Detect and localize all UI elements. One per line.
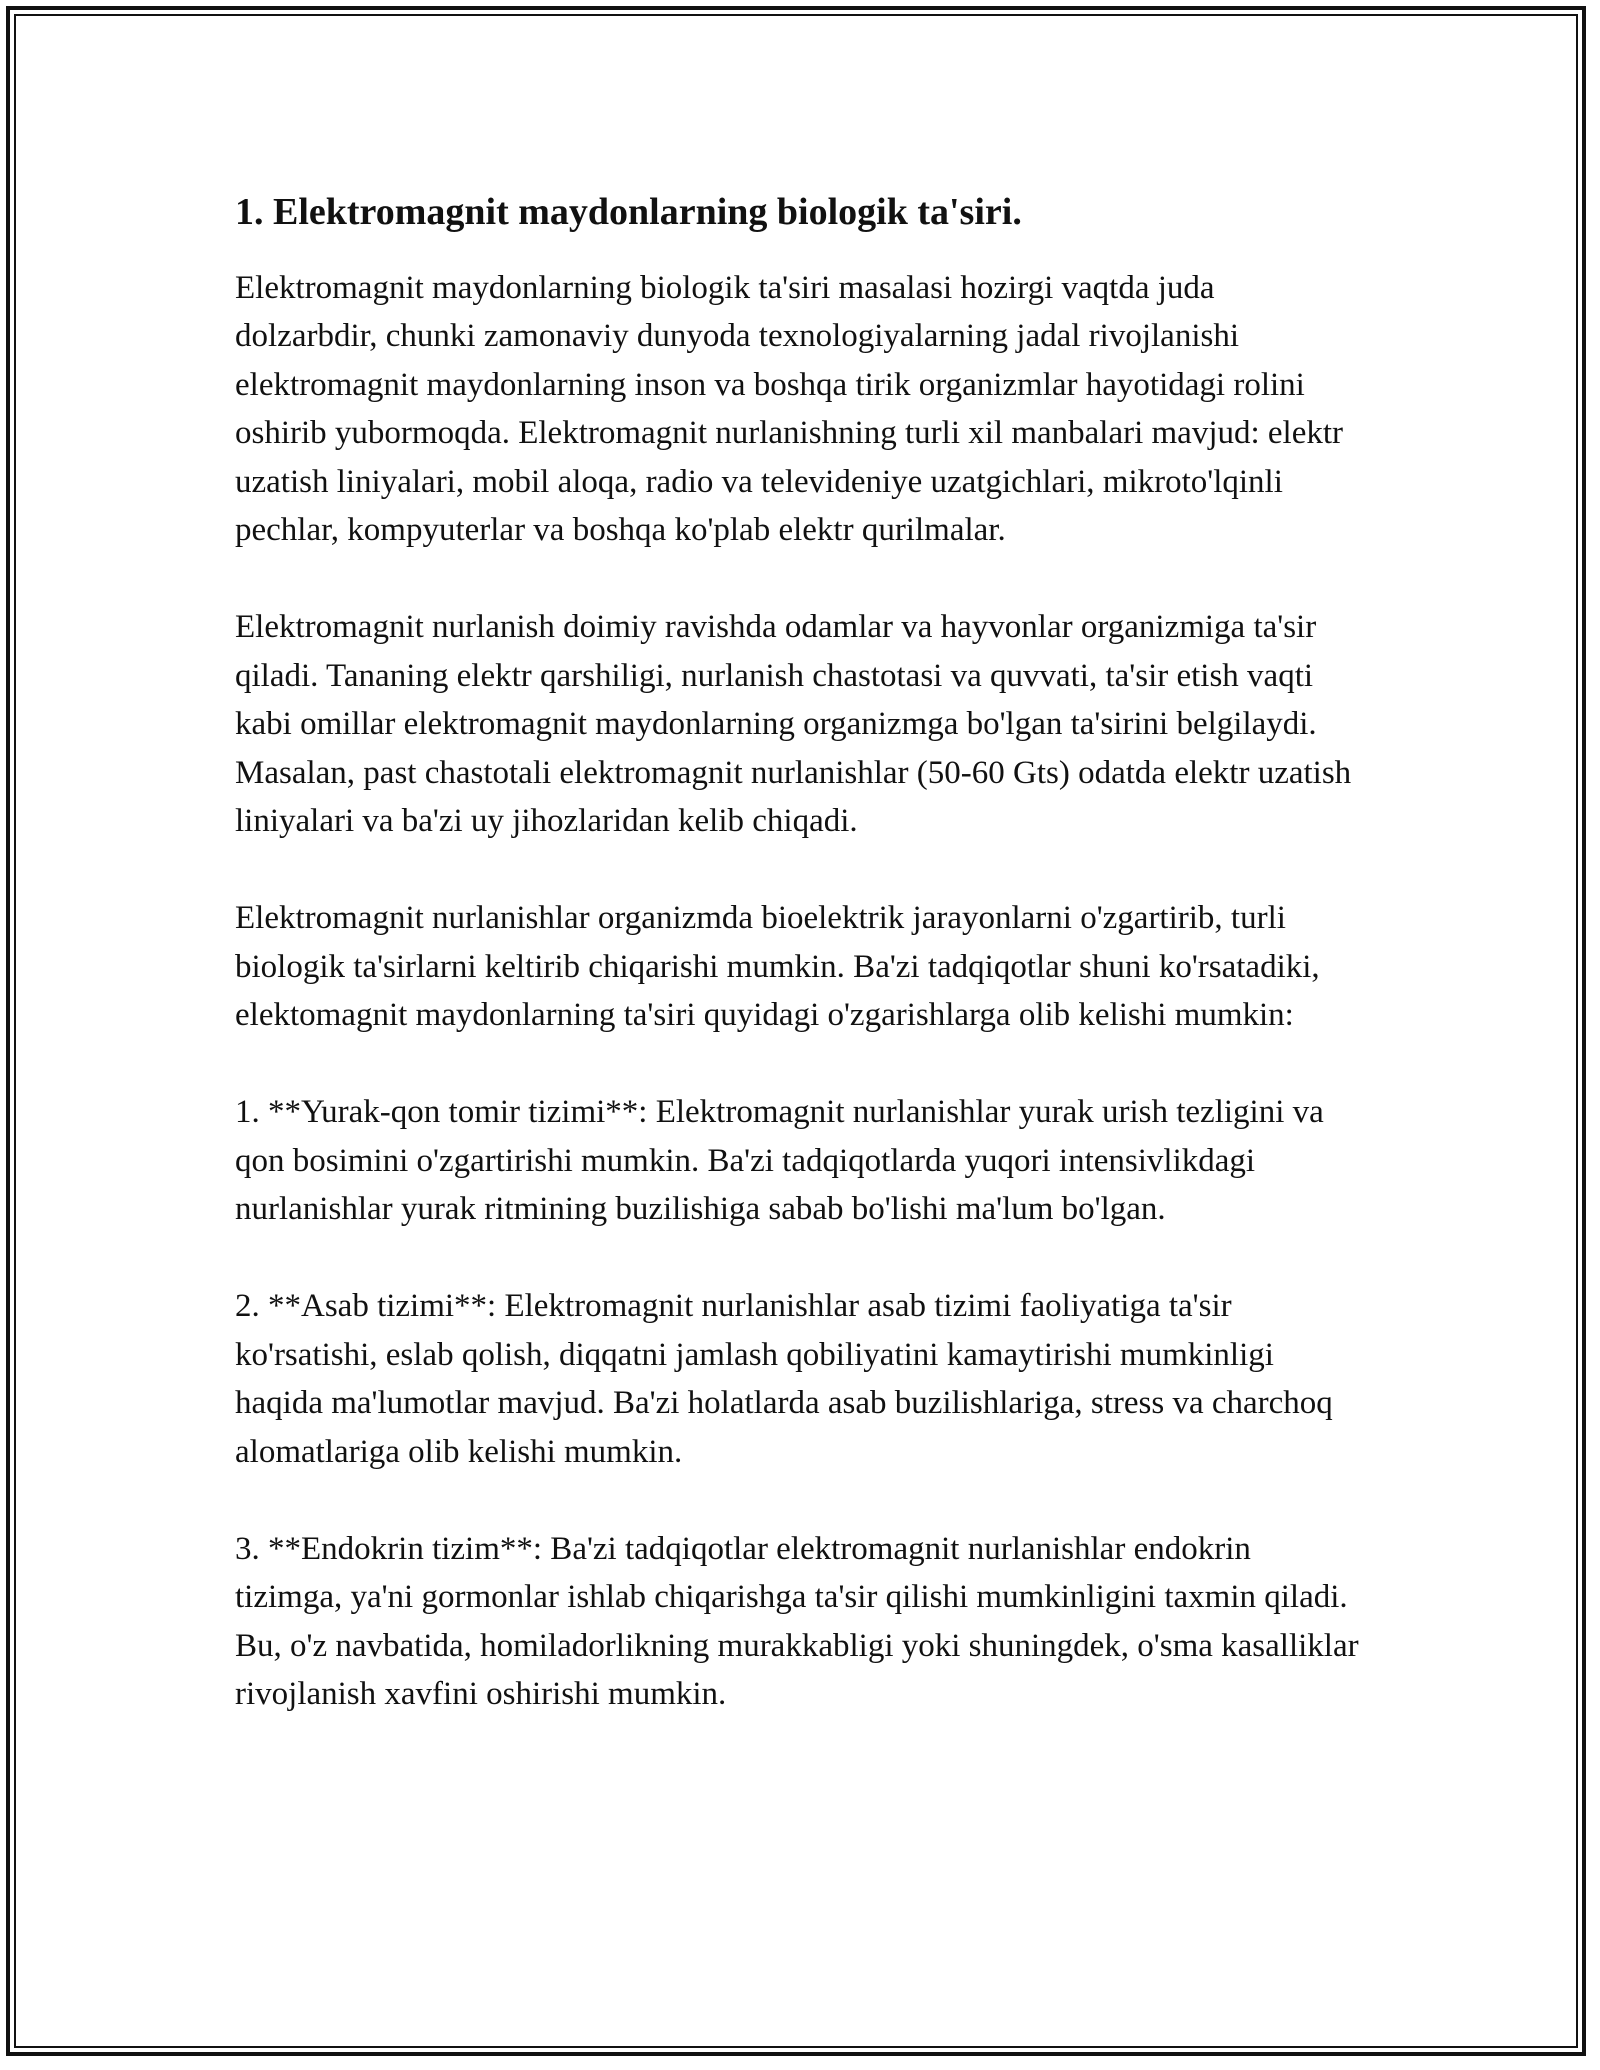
paragraph-effects-lead: Elektromagnit nurlanishlar organizmda bioelektrik jarayonlarni o'zgartirib, turli biologik ta'sirlarni keltirib chiqarishi mumkin. Ba'zi tadqiqotlar shuni ko'rsatadiki, elektomagnit maydonlarning ta'siri quyidagi o'zgarishlarga olib kelishi mumkin: bbox=[235, 900, 1320, 1034]
section-heading: 1. Elektromagnit maydonlarning biologik ta'siri. bbox=[235, 191, 1022, 233]
list-item-endocrine: 3. **Endokrin tizim**: Ba'zi tadqiqotlar elektromagnit nurlanishlar endokrin tizimga, ya'ni gormonlar ishlab chiqarishga ta'sir qilishi mumkinligini taxmin qiladi. Bu, o'z navbatida, homiladorlikning murakkabligi yoki shuningdek, o'sma kasalliklar rivojlanish xavfini oshirishi mumkin. bbox=[235, 1530, 1359, 1713]
paragraph-factors: Elektromagnit nurlanish doimiy ravishda odamlar va hayvonlar organizmiga ta'sir qiladi. Tananing elektr qarshiligi, nurlanish chastotasi va quvvati, ta'sir etish vaqti kabi omillar elektromagnit maydonlarning organizmga bo'lgan ta'sirini belgilaydi. Masalan, past chastotali elektromagnit nurlanishlar (50-60 Gts) odatda elektr uzatish liniyalari va ba'zi uy jihozlaridan kelib chiqadi. bbox=[235, 609, 1352, 840]
paragraph-intro: Elektromagnit maydonlarning biologik ta'siri masalasi hozirgi vaqtda juda dolzarbdir, chunki zamonaviy dunyoda texnologiyalarning jadal rivojlanishi elektromagnit maydonlarning inson va boshqa tirik organizmlar hayotidagi rolini oshirib yubormoqda. Elektromagnit nurlanishning turli xil manbalari mavjud: elektr uzatish liniyalari, mobil aloqa, radio va televideniye uzatgichlari, mikroto'lqinli pechlar, kompyuterlar va boshqa ko'plab elektr qurilmalar. bbox=[235, 269, 1344, 549]
list-item-cardiovascular: 1. **Yurak-qon tomir tizimi**: Elektromagnit nurlanishlar yurak urish tezligini va qon bosimini o'zgartirishi mumkin. Ba'zi tadqiqotlarda yuqori intensivlikdagi nurlanishlar yurak ritmining buzilishiga sabab bo'lishi ma'lum bo'lgan. bbox=[235, 1094, 1324, 1228]
document-body bbox=[235, 180, 1365, 1767]
list-item-nervous: 2. **Asab tizimi**: Elektromagnit nurlanishlar asab tizimi faoliyatiga ta'sir ko'rsatishi, eslab qolish, diqqatni jamlash qobiliyatini kamaytirishi mumkinligi haqida ma'lumotlar mavjud. Ba'zi holatlarda asab buzilishlariga, stress va charchoq alomatlariga olib kelishi mumkin. bbox=[235, 1288, 1333, 1470]
